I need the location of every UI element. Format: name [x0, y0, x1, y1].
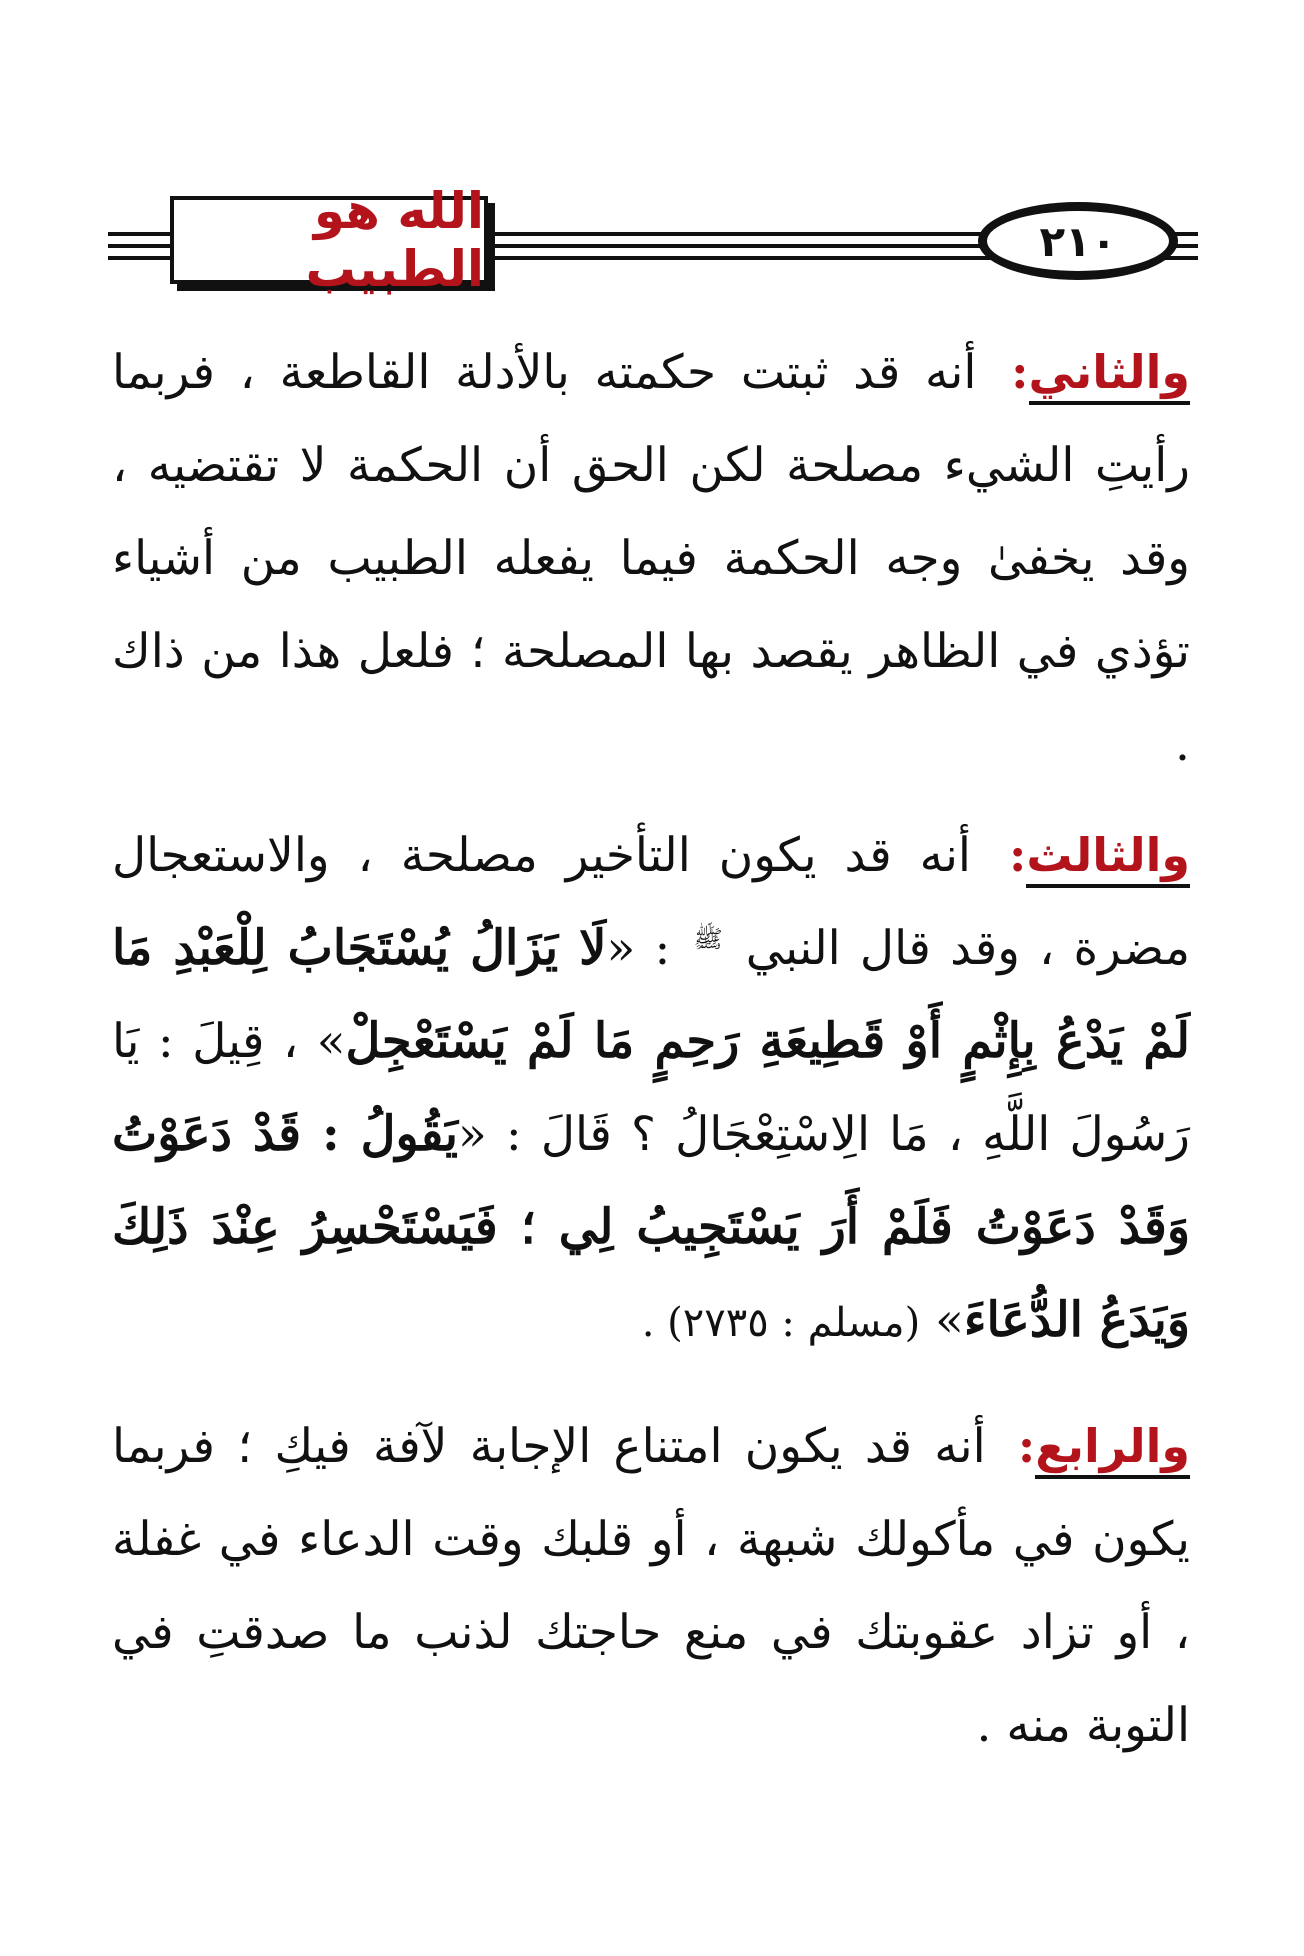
- salawat-glyph: ﷺ: [693, 925, 723, 954]
- paragraph-label-third: والثالث: [1026, 828, 1190, 888]
- paragraph-text: أنه قد يكون التأخير مصلحة ، والاستعجال مضرة ، وقد قال النبي: [112, 828, 1190, 976]
- book-title-box: [170, 182, 488, 298]
- paragraph-text: » ، قِيلَ : يَا رَسُولَ اللَّهِ ، مَا الِاسْتِعْجَالُ ؟ قَالَ : «: [112, 1014, 1190, 1162]
- paragraph-text: أنه قد يكون امتناع الإجابة لآفة فيكِ ؛ فربما يكون في مأكولك شبهة ، أو قلبك وقت الدعاء في غفلة ، أو تزاد عقوبتك في منع حاجتك لذنب ما صدقتِ في التوبة منه .: [112, 1419, 1190, 1753]
- hadith-citation: (مسلم : ٢٧٣٥) .: [641, 1300, 921, 1346]
- paragraph-text: أنه قد ثبتت حكمته بالأدلة القاطعة ، فربما رأيتِ الشيء مصلحة لكن الحق أن الحكمة لا تقتضيه ، وقد يخفىٰ وجه الحكمة فيما يفعله الطبيب من أشياء تؤذي في الظاهر يقصد بها المصلحة ؛ فلعل هذا من ذاك .: [112, 345, 1190, 772]
- page-body: [112, 326, 1190, 1772]
- paragraph-second: [112, 326, 1190, 791]
- label-colon: :: [1008, 828, 1027, 883]
- quote-open: : «: [606, 921, 671, 976]
- running-header: [108, 182, 1198, 298]
- page-number: ٢١٠: [1039, 216, 1117, 266]
- quote-close: »: [935, 1293, 964, 1348]
- paragraph-third: [112, 809, 1190, 1370]
- paragraph-label-second: والثاني: [1029, 345, 1191, 405]
- paragraph-fourth: [112, 1400, 1190, 1772]
- page-number-oval: [978, 202, 1178, 280]
- label-colon: :: [1011, 345, 1029, 400]
- book-title: الله هو الطبيب: [305, 182, 484, 298]
- hadith-text: يَقُولُ : قَدْ دَعَوْتُ وَقَدْ دَعَوْتُ فَلَمْ أَرَ يَسْتَجِيبُ لِي ؛ فَيَسْتَحْسِرُ عِنْدَ ذَلِكَ وَيَدَعُ الدُّعَاءَ: [112, 1106, 1190, 1348]
- paragraph-label-fourth: والرابع: [1035, 1419, 1190, 1479]
- hadith-text: لَا يَزَالُ يُسْتَجَابُ لِلْعَبْدِ مَا لَمْ يَدْعُ بِإِثْمٍ أَوْ قَطِيعَةِ رَحِمٍ مَا لَمْ يَسْتَعْجِلْ: [112, 920, 1191, 1069]
- label-colon: :: [1017, 1419, 1036, 1474]
